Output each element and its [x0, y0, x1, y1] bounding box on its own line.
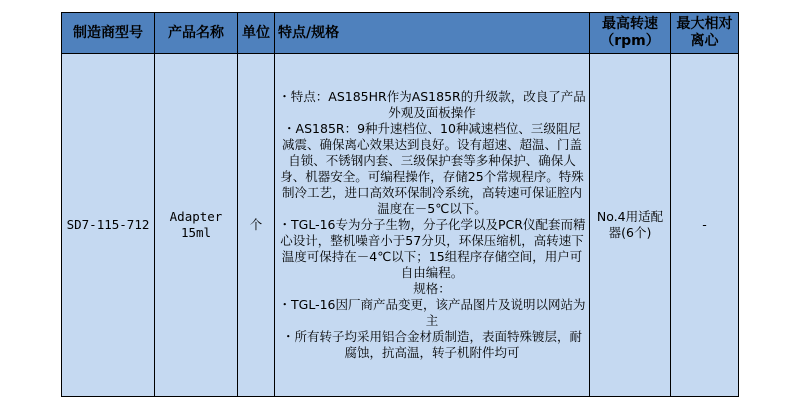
cell-product-name: Adapter 15ml: [155, 54, 238, 397]
header-max-rcf: 最大相对离心: [671, 13, 739, 54]
feature-line: ・TGL-16专为分子生物，分子化学以及PCR仪配套而精心设计，整机噪音小于57分贝，环保压缩机，高转速下温度可保持在－4℃以下；15组程序存储空间，用户可自由编程。: [278, 217, 586, 280]
cell-max-rcf: -: [671, 54, 739, 397]
table-header-row: [62, 13, 739, 54]
cell-unit: 个: [238, 54, 275, 397]
cell-max-speed: No.4用适配器(6个): [590, 54, 671, 397]
header-max-speed: 最高转速（rpm）: [590, 13, 671, 54]
cell-features: [275, 54, 590, 397]
header-unit: 单位: [238, 13, 275, 54]
header-features: 特点/规格: [275, 13, 590, 54]
cell-model: SD7-115-712: [62, 54, 155, 397]
feature-line: ・AS185R：9种升速档位、10种减速档位、三级阻尼减震、确保离心效果达到良好。设有超速、超温、门盖自锁、不锈钢内套、三级保护套等多种保护、确保人身、机器安全。可编程操作，存储25个常规程序。特殊制冷工艺，进口高效环保制冷系统，高转速可保证腔内温度在－5℃以下。: [280, 121, 584, 216]
feature-line: ・TGL-16因厂商产品变更，该产品图片及说明以网站为主: [278, 297, 586, 328]
feature-line: ・特点：AS185HR作为AS185R的升级款，改良了产品外观及面板操作: [278, 89, 586, 120]
product-spec-table: [61, 12, 739, 397]
header-model: 制造商型号: [62, 13, 155, 54]
table-row: [62, 54, 739, 397]
header-product-name: 产品名称: [155, 13, 238, 54]
feature-line: ・所有转子均采用铝合金材质制造，表面特殊镀层，耐腐蚀，抗高温，转子机附件均可: [281, 329, 582, 360]
feature-line: 规格：: [413, 281, 451, 296]
